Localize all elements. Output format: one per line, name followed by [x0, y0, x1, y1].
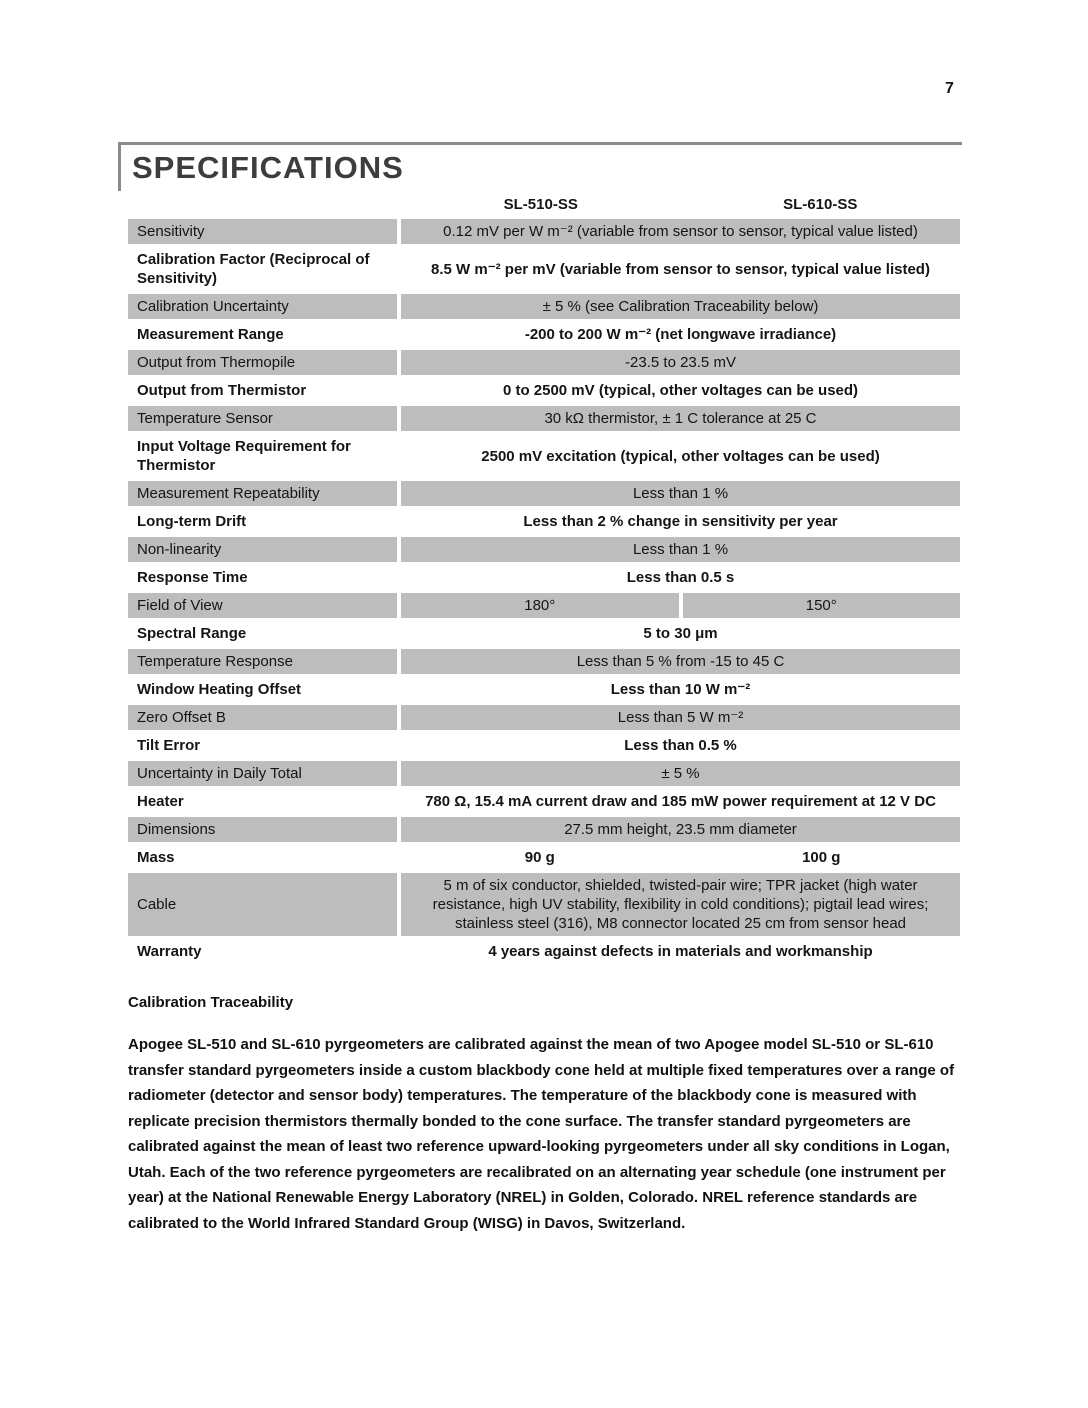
spec-row-label: Mass — [137, 849, 175, 866]
spec-row — [128, 677, 960, 702]
traceability-heading: Calibration Traceability — [128, 994, 294, 1011]
spec-row-label: Output from Thermistor — [137, 382, 307, 399]
spec-row-label: Window Heating Offset — [137, 681, 302, 698]
spec-row-value: Less than 1 % — [401, 481, 960, 506]
spec-row-value: 150° — [683, 593, 961, 618]
spec-table-header-spacer — [128, 195, 401, 214]
spec-row — [128, 761, 960, 786]
spec-row-label: Input Voltage Requirement for Thermistor — [137, 438, 351, 474]
spec-row-value: ± 5 % — [401, 761, 960, 786]
spec-row — [128, 350, 960, 375]
spec-row — [128, 565, 960, 590]
page-content — [118, 142, 962, 1236]
spec-row-label: Uncertainty in Daily Total — [128, 761, 397, 786]
spec-row — [128, 939, 960, 964]
spec-row-value: 0.12 mV per W m⁻² (variable from sensor to sensor, typical value listed) — [401, 219, 960, 244]
spec-row-value: -200 to 200 W m⁻² (net longwave irradiance) — [524, 326, 837, 343]
page-title: SPECIFICATIONS — [132, 150, 404, 185]
spec-row-value: -23.5 to 23.5 mV — [401, 350, 960, 375]
spec-row-value: Less than 0.5 s — [626, 569, 735, 586]
spec-row-value: 100 g — [802, 849, 841, 866]
spec-row-value: Less than 1 % — [401, 537, 960, 562]
column-header-sl510: SL-510-SS — [503, 196, 578, 213]
spec-row-value: 2500 mV excitation (typical, other voltages can be used) — [481, 447, 880, 465]
spec-row-value: 180° — [401, 593, 679, 618]
spec-row-label: Temperature Sensor — [128, 406, 397, 431]
spec-row-value: 90 g — [524, 849, 555, 866]
spec-row-value: 5 to 30 μm — [643, 625, 718, 642]
spec-row-label: Heater — [137, 793, 184, 810]
spec-row-label: Temperature Response — [128, 649, 397, 674]
section-title-block — [118, 142, 962, 191]
spec-row-label: Non-linearity — [128, 537, 397, 562]
spec-row-label: Sensitivity — [128, 219, 397, 244]
spec-row-value: 4 years against defects in materials and workmanship — [488, 943, 873, 960]
spec-row-label: Long-term Drift — [137, 513, 247, 530]
spec-row-label: Calibration Uncertainty — [128, 294, 397, 319]
spec-row-value: 27.5 mm height, 23.5 mm diameter — [401, 817, 960, 842]
spec-row-value: ± 5 % (see Calibration Traceability below) — [401, 294, 960, 319]
spec-row — [128, 406, 960, 431]
spec-row — [128, 733, 960, 758]
spec-row-value: 0 to 2500 mV (typical, other voltages can be used) — [502, 382, 859, 399]
spec-row-value: Less than 5 % from -15 to 45 C — [401, 649, 960, 674]
spec-table — [128, 195, 960, 964]
spec-row — [128, 705, 960, 730]
spec-row — [128, 481, 960, 506]
spec-row-label: Measurement Range — [137, 326, 284, 343]
spec-table-header-row — [128, 195, 960, 214]
spec-row-value: Less than 2 % change in sensitivity per year — [523, 513, 838, 530]
spec-row-value: 780 Ω, 15.4 mA current draw and 185 mW power requirement at 12 V DC — [425, 793, 936, 810]
spec-row-label: Zero Offset B — [128, 705, 397, 730]
spec-row-label: Output from Thermopile — [128, 350, 397, 375]
spec-row-label: Spectral Range — [137, 625, 247, 642]
spec-row — [128, 434, 960, 478]
spec-row — [128, 873, 960, 936]
spec-row-label: Measurement Repeatability — [128, 481, 397, 506]
spec-row — [128, 537, 960, 562]
spec-row-value: Less than 10 W m⁻² — [610, 681, 751, 698]
spec-row-label: Warranty — [137, 943, 202, 960]
spec-row — [128, 378, 960, 403]
spec-row-label: Dimensions — [128, 817, 397, 842]
spec-row — [128, 649, 960, 674]
page-number: 7 — [945, 80, 954, 97]
spec-row-value: Less than 0.5 % — [624, 737, 737, 754]
spec-row — [128, 322, 960, 347]
spec-row — [128, 845, 960, 870]
spec-row — [128, 294, 960, 319]
spec-row-value: 5 m of six conductor, shielded, twisted-pair wire; TPR jacket (high water resistance, high UV stability, flexibility in cold conditions); pigtail lead wires; stainless steel (316), M8 connector located 25 cm from sensor head — [401, 873, 960, 936]
spec-row — [128, 593, 960, 618]
spec-table-body — [128, 219, 960, 964]
spec-row — [128, 817, 960, 842]
spec-row-value: 8.5 W m⁻² per mV (variable from sensor to sensor, typical value listed) — [431, 260, 930, 278]
spec-row — [128, 621, 960, 646]
spec-row — [128, 247, 960, 291]
spec-row-value: Less than 5 W m⁻² — [401, 705, 960, 730]
spec-row — [128, 219, 960, 244]
spec-row-label: Response Time — [137, 569, 248, 586]
spec-row — [128, 789, 960, 814]
traceability-paragraph: Apogee SL-510 and SL-610 pyrgeometers are calibrated against the mean of two Apogee model SL-510 or SL-610 transfer standard pyrgeometers inside a custom blackbody cone held at multiple fixed temperatures over a range of radiometer (detector and sensor body) temperatures. The temperature of the blackbody cone is measured with replicate precision thermistors thermally bonded to the cone surface. The transfer standard pyrgeometers are calibrated against the mean of least two reference upward-looking pyrgeometers under all sky conditions in Logan, Utah. Each of the two reference pyrgeometers are recalibrated on an alternating year schedule (one instrument per year) at the National Renewable Energy Laboratory (NREL) in Golden, Colorado. NREL reference standards are calibrated to the World Infrared Standard Group (WISG) in Davos, Switzerland. — [128, 1036, 955, 1232]
spec-row — [128, 509, 960, 534]
spec-row-label: Cable — [128, 873, 397, 936]
spec-row-value: 30 kΩ thermistor, ± 1 C tolerance at 25 C — [401, 406, 960, 431]
spec-row-label: Tilt Error — [137, 737, 201, 754]
spec-row-label: Calibration Factor (Reciprocal of Sensitivity) — [137, 251, 370, 287]
column-header-sl610: SL-610-SS — [783, 196, 858, 213]
spec-row-label: Field of View — [128, 593, 397, 618]
